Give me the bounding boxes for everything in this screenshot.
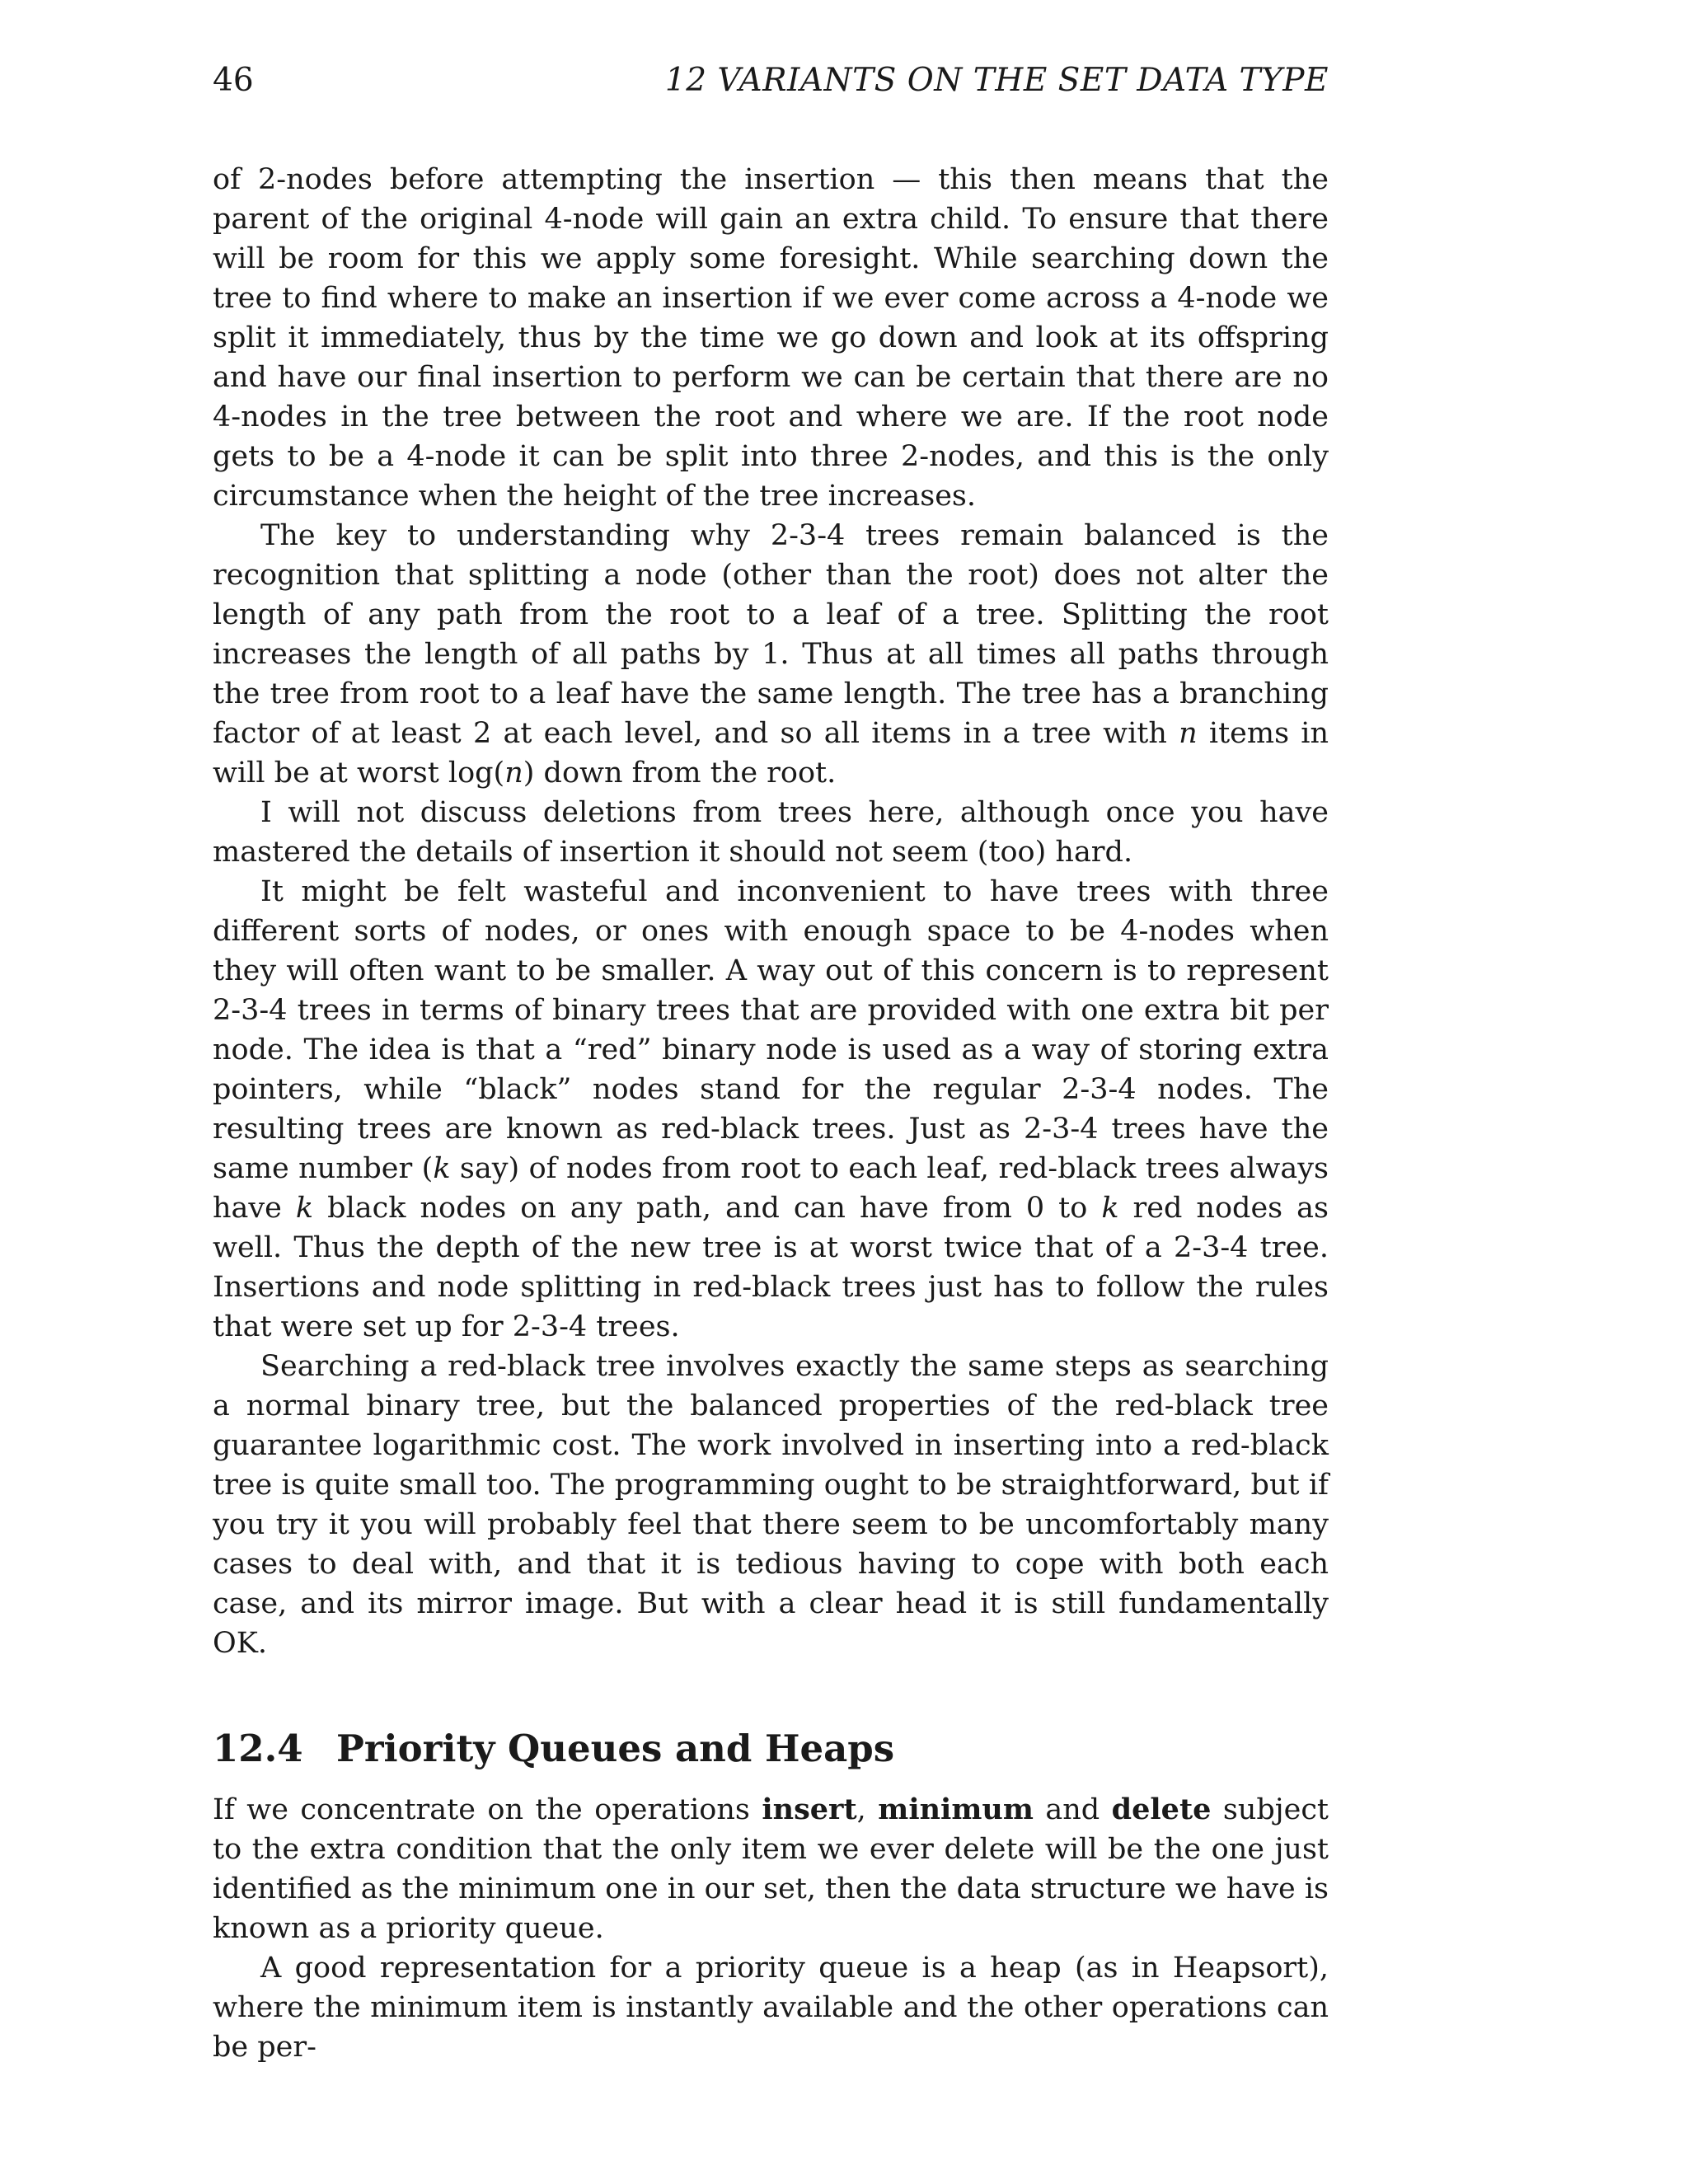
running-head [213, 56, 1329, 105]
text-run: red nodes as well. Thus the depth of the new tree is at worst twice that of a 2-3-4 tree. Insertions and node splitting in red-black trees just has to follow the rules that were set up for 2-3-4 trees. [213, 1192, 1329, 1343]
paragraph-searching: Searching a red-black tree involves exactly the same steps as searching a normal binary tree, but the balanced properties of the red-black tree guarantee logarithmic cost. The work involved in inserting into a red-black tree is quite small too. The programming ought to be straightforward, but if you try it you will probably feel that there seem to be uncomfortably many cases to deal with, and that it is tedious having to cope with both each case, and its mirror image. But with a clear head it is still fundamentally OK. [213, 1350, 1329, 1660]
text-run: items in will be at worst log( [213, 717, 1329, 790]
page [213, 56, 1329, 2067]
operation-minimum: minimum [878, 1793, 1034, 1826]
paragraph-deletions: I will not discuss deletions from trees here, although once you have mastered the details of insertion it should not seem (too) hard. [213, 796, 1329, 869]
operation-insert: insert [762, 1793, 857, 1826]
paragraph-continuation: of 2-nodes before attempting the insertion — this then means that the parent of the original 4-node will gain an extra child. To ensure that there will be room for this we apply some foresight. While searching down the tree to find where to make an insertion if we ever come across a 4-node we split it immediately, thus by the time we go down and look at its offspring and have our final insertion to perform we can be certain that there are no 4-nodes in the tree between the root and where we are. If the root node gets to be a 4-node it can be split into three 2-nodes, and this is the only circumstance when the height of the tree increases. [213, 163, 1329, 513]
paragraph-priority-queue [213, 1790, 1329, 1948]
text-run: and [1033, 1793, 1112, 1826]
math-variable-n: n [1179, 717, 1198, 750]
text-run: If we concentrate on the operations [213, 1793, 762, 1826]
section-number: 12.4 [213, 1727, 303, 1770]
math-variable-k: k [295, 1192, 314, 1225]
running-title: 12 VARIANTS ON THE SET DATA TYPE [664, 62, 1329, 99]
math-variable-k: k [1101, 1192, 1119, 1225]
paragraph-red-black [213, 872, 1329, 1347]
math-variable-n: n [504, 757, 523, 790]
text-run: black nodes on any path, and can have from 0 to [313, 1192, 1102, 1225]
paragraph-balance [213, 516, 1329, 793]
section-heading [213, 1726, 1329, 1772]
text-run: ) down from the root. [523, 757, 837, 790]
body-text [213, 160, 1329, 2067]
text-run: subject to the extra condition that the only item we ever delete will be the one just identified as the minimum one in our set, then the data structure we have is known as a priority queue. [213, 1793, 1329, 1945]
math-variable-k: k [433, 1152, 451, 1185]
operation-delete: delete [1111, 1793, 1212, 1826]
text-run: say) of nodes from root to each leaf, red-black trees always have [213, 1152, 1329, 1225]
text-run: , [856, 1793, 879, 1826]
section-title: Priority Queues and Heaps [336, 1727, 895, 1770]
page-number: 46 [213, 62, 254, 99]
paragraph-heap: A good representation for a priority queue is a heap (as in Heapsort), where the minimum item is instantly available and the other operations can be per- [213, 1952, 1329, 2064]
text-run: It might be felt wasteful and inconvenient to have trees with three different sorts of nodes, or ones with enough space to be 4-nodes when they will often want to be smaller. A way out of this concern is to represent 2-3-4 trees in terms of binary trees that are provided with one extra bit per node. The idea is that a “red” binary node is used as a way of storing extra pointers, while “black” nodes stand for the regular 2-3-4 nodes. The resulting trees are known as red-black trees. Just as 2-3-4 trees have the same number ( [213, 875, 1329, 1185]
text-run: The key to understanding why 2-3-4 trees remain balanced is the recognition that splitting a node (other than the root) does not alter the length of any path from the root to a leaf of a tree. Splitting the root increases the length of all paths by 1. Thus at all times all paths through the tree from root to a leaf have the same length. The tree has a branching factor of at least 2 at each level, and so all items in a tree with [213, 519, 1329, 750]
